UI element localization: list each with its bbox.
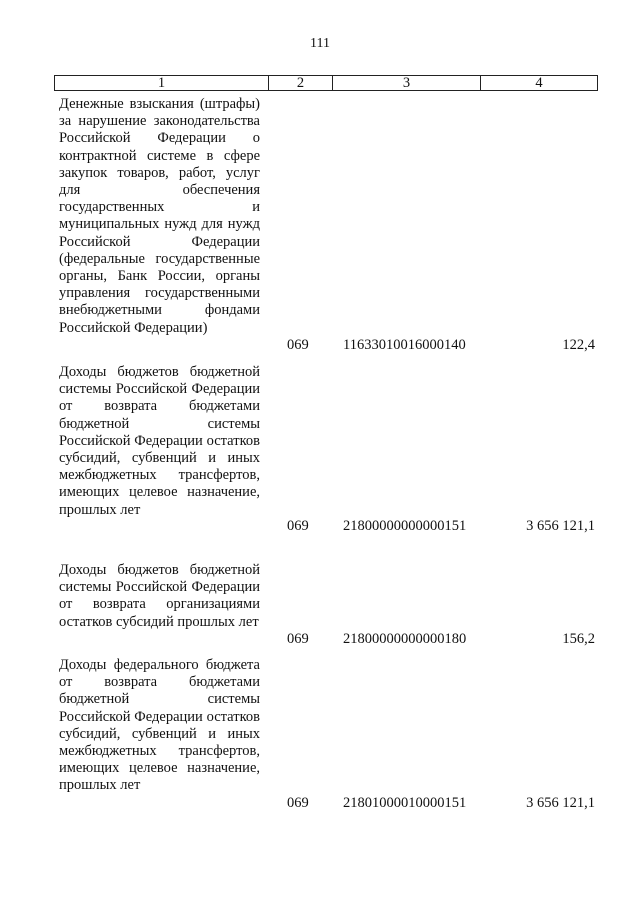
row-1-kbk: 11633010016000140 [343,337,466,353]
row-1-amount: 122,4 [562,337,595,353]
header-col-1: 1 [55,76,269,90]
header-col-4: 4 [535,75,543,91]
row-3-admin-code: 069 [287,631,309,647]
page-number: 111 [310,36,330,51]
row-3-kbk: 21800000000000180 [343,631,467,647]
row-4-admin-code: 069 [287,795,309,811]
header-col-2: 2 [269,76,333,90]
header-col-3: 3 [333,76,481,90]
row-2-description: Доходы бюджетов бюджетной системы Российской Федерации от возврата бюджетами бюджетной системы Российской Федерации остатков субсидий, субвенций и иных межбюджетных трансфертов, имеющих целевое назначение, прошлых лет [59,364,260,518]
row-4-kbk: 21801000010000151 [343,795,467,811]
row-2-kbk: 21800000000000151 [343,518,467,534]
row-4-amount: 3 656 121,1 [526,795,595,811]
row-2-amount: 3 656 121,1 [526,518,595,534]
row-2-admin-code: 069 [287,518,309,534]
row-3-description: Доходы бюджетов бюджетной системы Российской Федерации от возврата организациями остатков субсидий прошлых лет [59,562,260,630]
table-header-row [54,75,598,91]
row-1-description: Денежные взыскания (штрафы) за нарушение законодательства Российской Федерации о контрактной системе в сфере закупок товаров, работ, услуг для обеспечения государственных и муниципальных нужд для нужд Российской Федерации (федеральные государственные органы, Банк России, органы управления государственными внебюджетными фондами Российской Федерации) [59,96,260,336]
row-4-description: Доходы федерального бюджета от возврата бюджетами бюджетной системы Российской Федерации остатков субсидий, субвенций и иных межбюджетных трансфертов, имеющих целевое назначение, прошлых лет [59,657,260,794]
row-1-admin-code: 069 [287,337,309,353]
row-3-amount: 156,2 [562,631,595,647]
